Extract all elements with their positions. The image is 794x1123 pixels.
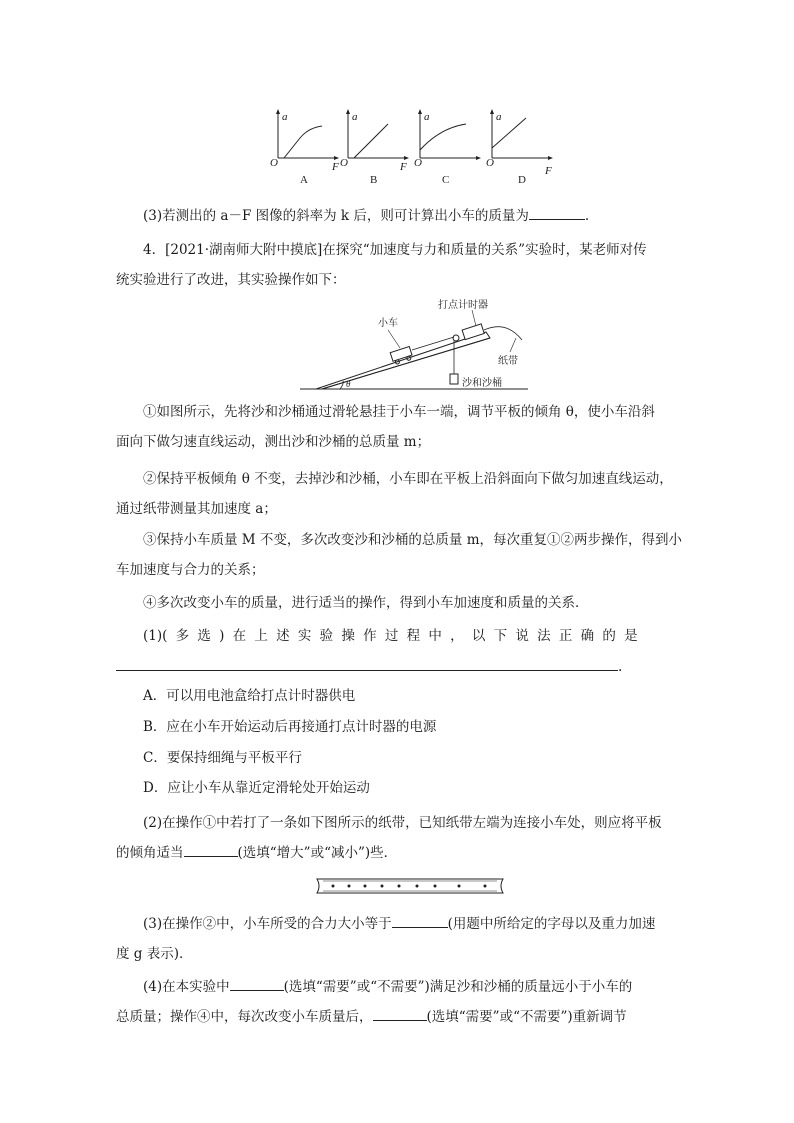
angle-label: θ — [346, 379, 351, 389]
q2-line2 — [116, 842, 397, 863]
tape-svg — [313, 877, 507, 895]
q4-text-a: (4)在本实验中 — [143, 979, 230, 995]
q3-text-b: (用题中所给定的字母以及重力加速 — [447, 916, 656, 932]
q1-char: 操 — [341, 628, 355, 644]
q3-mass-text: (3)若测出的 a－F 图像的斜率为 k 后，则可计算出小车的质量为 — [143, 208, 529, 224]
graph-d-label: D — [518, 174, 526, 186]
q1-char: 述 — [276, 628, 290, 644]
q3-mass-line — [143, 205, 589, 226]
q2-line1: (2)在操作①中若打了一条如下图所示的纸带，已知纸带左端为连接小车处，则应将平板 — [143, 815, 662, 831]
q1-char: (1)( — [143, 628, 168, 644]
graph-d-axis-f: F — [545, 165, 552, 177]
q1-char: 多 — [175, 628, 190, 644]
q4-text-c: 总质量；操作④中，每次改变小车质量后， — [116, 1009, 373, 1025]
graph-d-axis-a: a — [496, 111, 502, 123]
q1-char: ， — [450, 628, 464, 644]
option-b: B．应在小车开始运动后再接通打点计时器的电源 — [143, 719, 437, 735]
q1-char: 的 — [602, 628, 616, 644]
graph-a — [270, 109, 339, 186]
q4-answer-blank-1[interactable] — [230, 976, 284, 991]
q1-char: 说 — [515, 628, 529, 644]
q1-char: ) — [219, 628, 225, 644]
q1-answer-line — [116, 656, 622, 677]
tape-label: 纸带 — [498, 356, 518, 367]
option-d: D．应让小车从靠近定滑轮处开始运动 — [143, 780, 370, 796]
graph-b-axis-f: F — [400, 161, 407, 173]
q4-text-b: (选填“需要”或“不需要”)满足沙和沙桶的质量远小于小车的 — [283, 979, 633, 995]
graph-b-origin: O — [340, 157, 348, 169]
q1-char: 过 — [384, 628, 399, 644]
graph-d — [486, 109, 553, 186]
q2-answer-blank[interactable] — [184, 842, 238, 857]
option-c: C．要保持细绳与平板平行 — [143, 750, 302, 766]
graph-b-label: B — [370, 174, 378, 186]
bucket-label: 沙和沙桶 — [462, 378, 502, 389]
step4-line: ④多次改变小车的质量，进行适当的操作，得到小车加速度和质量的关系． — [143, 595, 589, 611]
af-graph-options — [262, 108, 562, 188]
car-label: 小车 — [378, 318, 398, 329]
q4-text-d: (选填“需要”或“不需要”)重新调节 — [426, 1009, 627, 1025]
q1-char: 在 — [232, 628, 247, 644]
setup-svg — [296, 296, 532, 394]
option-a: A．可以用电池盒给打点计时器供电 — [143, 688, 356, 704]
step2-line1: ②保持平板倾角 θ 不变，去掉沙和沙桶，小车即在平板上沿斜面向下做匀加速直线运动， — [143, 471, 673, 487]
q1-char: 法 — [537, 628, 551, 644]
q3-text-a: (3)在操作②中，小车所受的合力大小等于 — [143, 916, 392, 932]
q4-answer-blank-2[interactable] — [373, 1006, 427, 1021]
q4-line1 — [143, 976, 632, 997]
q3-mass-end: . — [584, 208, 590, 224]
step1-line1: ①如图所示，先将沙和沙桶通过滑轮悬挂于小车一端，调节平板的倾角 θ，使小车沿斜 — [143, 404, 655, 420]
q1-char: 上 — [254, 628, 268, 644]
q1-char: 确 — [580, 628, 595, 644]
q3-line1 — [143, 913, 655, 934]
step3-line1: ③保持小车质量 M 不变，多次改变沙和沙桶的总质量 m，每次重复①②两步操作，得到小 — [143, 532, 682, 548]
step3-line2: 车加速度与合力的关系； — [116, 562, 265, 578]
q2-text-b: (选填“增大”或“减小”)些． — [237, 845, 398, 861]
af-graphs-svg — [262, 108, 562, 188]
experiment-setup-figure — [296, 296, 532, 394]
q1-char: 正 — [558, 628, 573, 644]
graph-a-origin: O — [270, 157, 278, 169]
paper-tape-figure — [313, 877, 507, 895]
q2-text-a: 的倾角适当 — [116, 845, 184, 861]
q1-char: 实 — [297, 628, 312, 644]
q1-char: 是 — [624, 628, 638, 644]
graph-b-axis-a: a — [352, 111, 358, 123]
graph-c-origin: O — [414, 157, 422, 169]
graph-c-label: C — [442, 174, 450, 186]
timer-label: 打点计时器 — [438, 300, 488, 311]
q1-prompt — [143, 626, 638, 646]
problem4-intro-line1: 4．[2021·湖南师大附中摸底]在探究“加速度与力和质量的关系”实验时，某老师对传 — [143, 242, 647, 258]
problem4-intro-line2: 统实验进行了改进，其实验操作如下： — [116, 272, 346, 288]
graph-c — [414, 109, 481, 186]
q1-char: 中 — [428, 628, 442, 644]
graph-c-axis-a: a — [424, 111, 430, 123]
q1-char: 以 — [471, 628, 486, 644]
q3-answer-blank[interactable] — [392, 913, 448, 928]
q3-line2: 度 g 表示)． — [116, 946, 193, 962]
graph-a-axis-f: F — [332, 161, 339, 173]
graph-b — [340, 109, 409, 186]
q1-char: 验 — [319, 628, 334, 644]
graph-a-axis-a: a — [282, 111, 288, 123]
q1-char: 下 — [493, 628, 508, 644]
q1-end: . — [618, 659, 623, 675]
q4-line2 — [116, 1006, 627, 1027]
graph-a-label: A — [300, 174, 308, 186]
step1-line2: 面向下做匀速直线运动，测出沙和沙桶的总质量 m； — [116, 434, 431, 450]
q1-char: 程 — [406, 628, 421, 644]
step2-line2: 通过纸带测量其加速度 a； — [116, 501, 277, 517]
graph-d-origin: O — [486, 157, 494, 169]
q1-answer-blank[interactable] — [116, 656, 618, 671]
q1-char: 作 — [363, 628, 377, 644]
answer-blank[interactable] — [529, 205, 585, 220]
q1-char: 选 — [197, 628, 211, 644]
